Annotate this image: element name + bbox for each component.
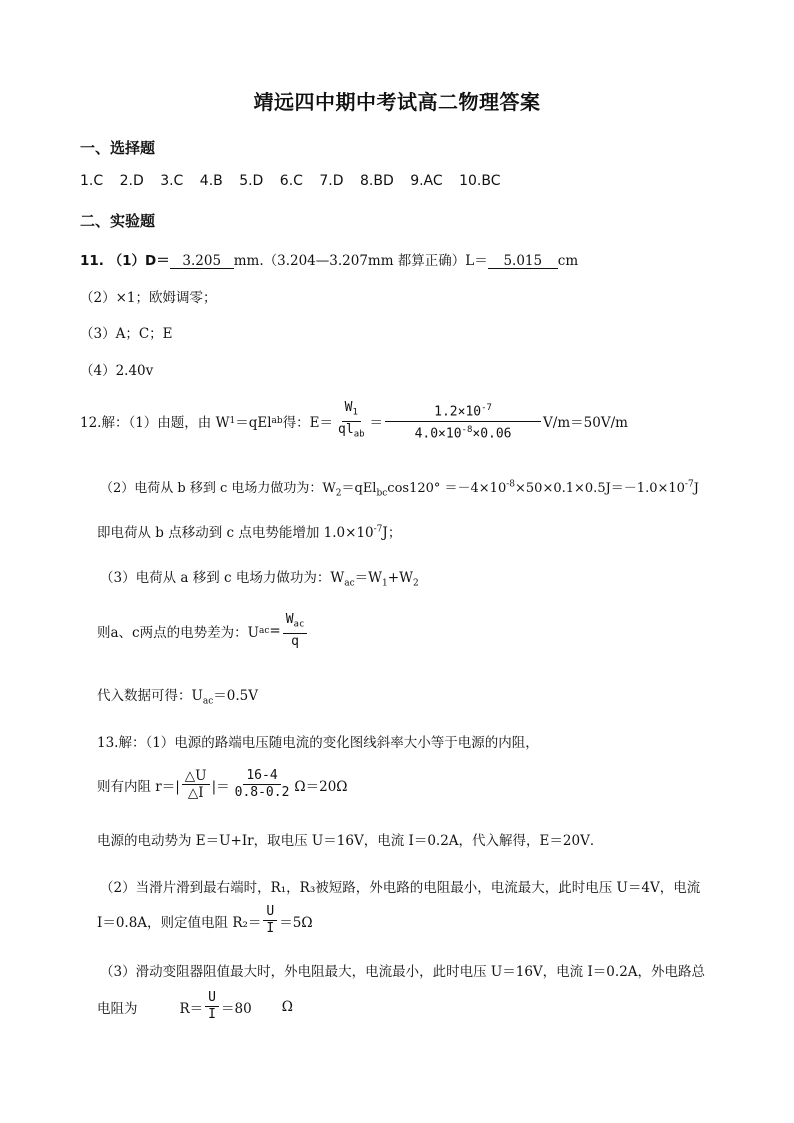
q12-line4: （3）电荷从 a 移到 c 电场力做功为：$W_{ac}=W_1+W_2$ — [100, 570, 419, 589]
page-title: 靖远四中期中考试高二物理答案 — [253, 90, 541, 114]
answer-1: 1.C — [80, 173, 104, 189]
answer-3: 3.C — [160, 173, 184, 189]
section-heading-experiment: 二、实验题 — [80, 212, 156, 230]
answer-10: 10.BC — [459, 173, 501, 189]
q11-part1: 11. （1）D＝ 3.205 mm.（3.204—3.207mm 都算正确）L＝ 5.015 cm — [80, 253, 579, 269]
fraction-r-numeric: $\frac{16-4}{0.8-0.2}$ — [234, 768, 290, 800]
q13-line6: （3）滑动变阻器阻值最大时，外电阻最大，电流最小，此时电压 U＝16V，电流 I＝0.2A，外电路总 — [100, 964, 706, 980]
answer-4: 4.B — [199, 173, 223, 189]
q12-line2: （2）电荷从 b 移到 c 电场力做功为：$W_2=qEl_{bc}\cos 120^\circ =-4\times 10^{-8}\times 50\times 0.1\times 0.5J=-1.0\times 10^{-7}J$ — [100, 479, 699, 499]
q13-line4: （2）当滑片滑到最右端时，R₁，R₃被短路，外电路的电阻最小，电流最大，此时电压 U＝4V，电流 — [100, 880, 701, 896]
q11-l-value: 5.015 — [488, 254, 558, 269]
answer-2: 2.D — [119, 173, 144, 189]
q12-line3: 即电荷从 b 点移动到 c 点电势能增加 $1.0\times 10^{-7}J$； — [97, 524, 402, 541]
q13-line2: 则有内阻 r＝| $\frac{\triangle U}{\triangle I}$ |＝ $\frac{16-4}{0.8-0.2}$ Ω＝20Ω — [97, 768, 348, 801]
q11-part4: （4）2.40v — [80, 363, 154, 379]
answer-7: 7.D — [319, 173, 344, 189]
q12-line6: 代入数据可得：$U_{ac}=0.5V$ — [97, 688, 259, 707]
section-heading-choice: 一、选择题 — [80, 139, 156, 157]
answer-9: 9.AC — [410, 173, 443, 189]
answer-5: 5.D — [239, 173, 264, 189]
answer-8: 8.BD — [359, 173, 394, 189]
q11-part3: （3）A；C；E — [80, 326, 173, 342]
fraction-e-symbolic: $\frac{W_1}{ql_{ab}}$ — [338, 400, 365, 440]
q11-part2: （2）×1；欧姆调零； — [80, 290, 217, 306]
choice-answers — [80, 173, 513, 189]
answer-6: 6.C — [279, 173, 303, 189]
fraction-uac: $\frac{W_{ac}}{q}$ — [283, 612, 308, 650]
q12-line1: 12.解：（1）由题，由 W 1 ＝qEl ab 得：E＝ $\frac{W_1}{ql_{ab}}$ ＝ $\frac{1.2\times 10^{-7}}{4.0\times 10^{-8}\times 0.06}$ V/m＝50V/m — [80, 400, 628, 441]
q11-d-value: 3.205 — [170, 254, 234, 269]
q12-line5: 则a、c两点的电势差为：U ac = $\frac{W_{ac}}{q}$ — [97, 612, 309, 650]
fraction-e-numeric: $\frac{1.2\times 10^{-7}}{4.0\times 10^{-8}\times 0.06}$ — [385, 400, 541, 442]
q13-line3: 电源的电动势为 E＝U+Ir，取电压 U＝16V，电流 I＝0.2A，代入解得，E＝20V． — [97, 833, 604, 849]
fraction-du-di: $\frac{\triangle U}{\triangle I}$ — [182, 768, 210, 801]
q13-line1: 13.解：（1）电源的路端电压随电流的变化图线斜率大小等于电源的内阻， — [97, 735, 539, 751]
fraction-r2: $\frac{U}{I}$ — [263, 904, 277, 937]
q13-line5: I＝0.8A，则定值电阻 R₂＝ $\frac{U}{I}$ ＝5Ω — [97, 904, 313, 936]
fraction-r-total: $\frac{U}{I}$ — [205, 990, 219, 1023]
q13-line7: 电阻为 R＝ $\frac{U}{I}$ ＝80 Ω — [97, 990, 293, 1022]
